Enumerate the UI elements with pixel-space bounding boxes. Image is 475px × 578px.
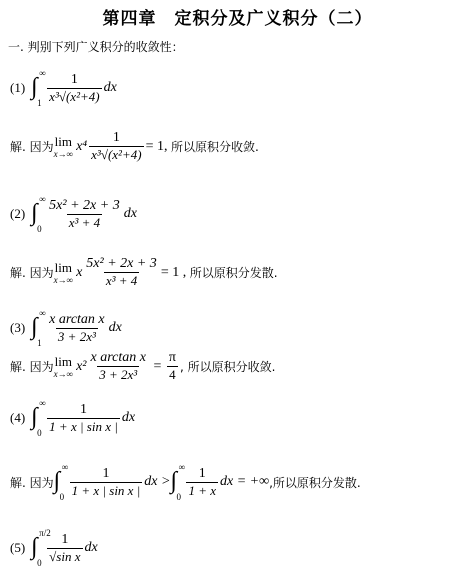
problem-number: (1) — [10, 80, 26, 95]
limit-fraction: $\frac{\text{x arctan x}}{\text{3 + 2x³}}$ — [90, 350, 146, 382]
limit-result: = 1 , — [160, 264, 187, 280]
limit: lim x→∞ — [53, 133, 74, 159]
integrand-fraction: $\frac{1}{\text{1 + x | sin x |}}$ — [49, 401, 118, 434]
lower-bound-fraction: $\frac{1}{1 + x}$ — [188, 465, 216, 498]
solution-prefix: 解. 因为 — [10, 475, 54, 490]
solution-4 — [10, 462, 361, 502]
solution-1 — [10, 130, 259, 163]
comparison-fraction: $\frac{1}{\text{1 + x | sin x |}}$ — [71, 465, 141, 498]
problem-number: (4) — [10, 410, 26, 425]
problem-4 — [10, 398, 135, 438]
differential: dx — [108, 320, 122, 335]
limit-result: = 1, — [145, 138, 168, 154]
chapter-title: 第四章 定积分及广义积分（二） — [102, 9, 373, 29]
limit-result: $\frac{\pi}{4}$ — [168, 350, 176, 382]
limit-fraction: $\frac{1}{\text{x³√(x²+4)}}$ — [91, 130, 142, 162]
differential: dx — [123, 206, 137, 221]
integrand-fraction: $\frac{1}{\text{√sin x}}$ — [49, 531, 81, 564]
divergence-result: dx = +∞ — [220, 474, 270, 489]
problem-5 — [10, 528, 98, 568]
integral-sign: ∫ ∞ 1 — [31, 68, 46, 108]
limit: lim x→∞ — [53, 353, 74, 379]
integrand-fraction: $\frac{1}{\text{x³√(x²+4)}}$ — [49, 71, 100, 104]
integrand-fraction: $\frac{\text{5x² + 2x + 3}}{\text{x³ + 4}}$ — [49, 197, 120, 230]
integral-sign: ∫ ∞ 0 — [31, 398, 46, 438]
solution-prefix: 解. 因为 — [10, 140, 54, 154]
section-heading: 一. 判别下列广义积分的收敛性： — [8, 40, 184, 54]
problem-number: (3) — [10, 320, 26, 335]
solution-prefix: 解. 因为 — [10, 360, 54, 374]
differential: dx — [121, 410, 136, 425]
solution-3: 解. 因为 lim x→∞ x² $\frac{\text{x arctan x}}{\text{3 + 2x³}}$ = $\frac{\pi}{4}$ , 所以原积分收敛. — [10, 350, 276, 382]
conclusion: 所以原积分发散. — [189, 266, 278, 280]
problem-2 — [10, 194, 137, 234]
limit-factor: x⁴ — [76, 138, 88, 154]
integral-sign: ∫ π/2 0 — [31, 528, 51, 568]
limit-factor: x² — [76, 358, 87, 374]
problem-3 — [10, 308, 122, 348]
limit-fraction: $\frac{\text{5x² + 2x + 3}}{\text{x³ + 4}}$ — [86, 256, 157, 288]
differential: dx — [84, 540, 98, 555]
limit: lim x→∞ — [53, 259, 74, 285]
integral-sign: ∫ ∞ 0 — [31, 194, 46, 234]
conclusion: 所以原积分收敛. — [170, 140, 259, 154]
limit-factor: x — [76, 264, 83, 280]
problem-1 — [10, 68, 117, 108]
integral-sign: ∫ ∞ 0 — [170, 462, 185, 502]
integral-sign: ∫ ∞ 0 — [53, 462, 69, 502]
integrand-fraction: $\frac{\text{x arctan x}}{\text{3 + 2x³}}$ — [49, 311, 105, 344]
integral-sign: ∫ ∞ 1 — [31, 308, 46, 348]
conclusion: ,所以原积分发散. — [269, 475, 361, 490]
solution-prefix: 解. 因为 — [10, 266, 54, 280]
problem-number: (5) — [10, 540, 26, 555]
problem-number: (2) — [10, 206, 26, 221]
conclusion: , 所以原积分收敛. — [179, 360, 276, 374]
comparison-sign: dx > — [144, 474, 171, 489]
differential: dx — [103, 80, 117, 95]
solution-2 — [10, 256, 278, 289]
